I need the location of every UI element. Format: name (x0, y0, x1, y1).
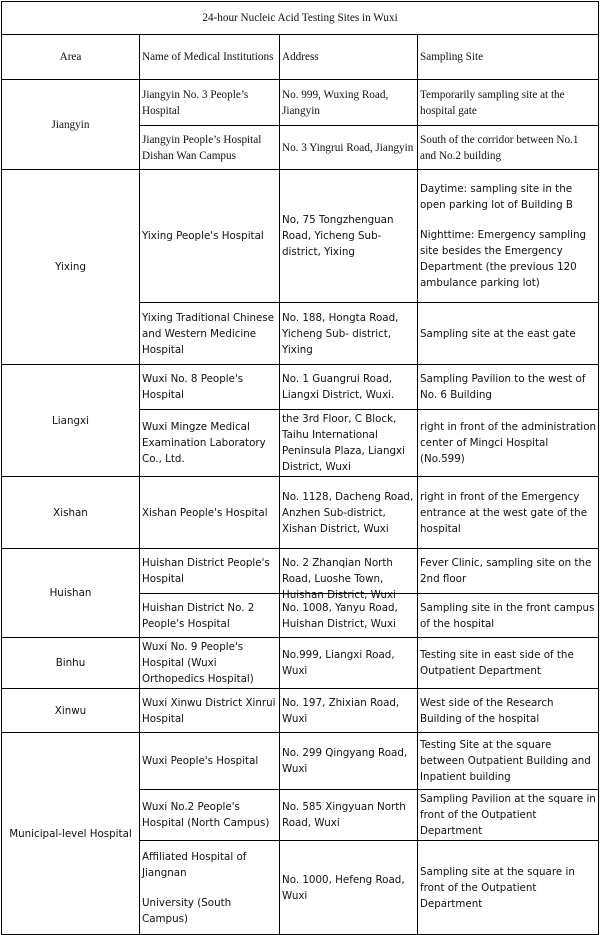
site-cell: Sampling Pavilion at the square in front of the Outpatient Department (418, 790, 599, 841)
address-cell: No. 188, Hongta Road, Yicheng Sub- district, Yixing (280, 303, 418, 365)
area-cell: Liangxi (2, 365, 140, 477)
institution-line-2: University (South Campus) (142, 896, 232, 925)
institution-cell: Wuxi No.2 People's Hospital (North Campus) (140, 790, 280, 841)
institution-cell: Huishan District People's Hospital (140, 549, 280, 594)
address-cell: No. 3 Yingrui Road, Jiangyin (280, 126, 418, 170)
address-cell: the 3rd Floor, C Block, Taihu International Peninsula Plaza, Liangxi District, Wuxi (280, 410, 418, 477)
testing-sites-table (1, 1, 599, 935)
table-row (2, 170, 599, 303)
institution-cell: Wuxi Xinwu District Xinrui Hospital (140, 689, 280, 733)
area-cell: Jiangyin (2, 80, 140, 170)
site-cell: Sampling site at the east gate (418, 303, 599, 365)
institution-cell: Jiangyin People’s Hospital Dishan Wan Campus (140, 126, 280, 170)
area-cell: Huishan (2, 549, 140, 638)
header-institution: Name of Medical Institutions (140, 35, 280, 80)
site-cell: Temporarily sampling site at the hospital gate (418, 80, 599, 126)
site-cell: Sampling site at the square in front of the Outpatient Department (418, 841, 599, 935)
header-row (2, 35, 599, 80)
table-row (2, 80, 599, 126)
address-cell: No. 585 Xingyuan North Road, Wuxi (280, 790, 418, 841)
table-row (2, 477, 599, 549)
address-cell: No. 197, Zhixian Road, Wuxi (280, 689, 418, 733)
address-cell: No, 75 Tongzhenguan Road, Yicheng Sub-district, Yixing (280, 170, 418, 303)
table-title: 24-hour Nucleic Acid Testing Sites in Wuxi (2, 2, 599, 35)
site-cell: Testing site in east side of the Outpatient Department (418, 638, 599, 689)
institution-cell (140, 841, 280, 935)
address-text: No. 2 Zhanqian North Road, Luoshe Town, Huishan District, Wuxi (282, 557, 396, 601)
table-row (2, 689, 599, 733)
address-cell (280, 549, 418, 601)
site-cell: Sampling site in the front campus of the hospital (418, 594, 599, 638)
area-cell: Xinwu (2, 689, 140, 733)
address-cell: No. 1128, Dacheng Road, Anzhen Sub-district, Xishan District, Wuxi (280, 477, 418, 549)
institution-cell: Yixing People's Hospital (140, 170, 280, 303)
institution-cell: Wuxi No. 8 People's Hospital (140, 365, 280, 410)
area-cell: Xishan (2, 477, 140, 549)
area-cell: Yixing (2, 170, 140, 365)
institution-cell: Wuxi People's Hospital (140, 733, 280, 790)
institution-cell: Yixing Traditional Chinese and Western Medicine Hospital (140, 303, 280, 365)
site-daytime: Daytime: sampling site in the open parking lot of Building B (420, 183, 573, 211)
header-address: Address (280, 35, 418, 80)
institution-cell: Huishan District No. 2 People's Hospital (140, 594, 280, 638)
site-cell: Testing Site at the square between Outpatient Building and Inpatient building (418, 733, 599, 790)
header-sampling-site: Sampling Site (418, 35, 599, 80)
site-cell: South of the corridor between No.1 and No.2 building (418, 126, 599, 170)
site-cell: right in front of the administration center of Mingci Hospital (No.599) (418, 410, 599, 477)
header-area: Area (2, 35, 140, 80)
site-cell (418, 170, 599, 303)
site-cell: right in front of the Emergency entrance at the west gate of the hospital (418, 477, 599, 549)
area-cell: Municipal-level Hospital (2, 733, 140, 935)
site-cell: Fever Clinic, sampling site on the 2nd floor (418, 549, 599, 594)
table-row (2, 733, 599, 790)
site-cell: Sampling Pavilion to the west of No. 6 Building (418, 365, 599, 410)
institution-line-1: Affiliated Hospital of Jiangnan (142, 850, 247, 879)
table-row (2, 365, 599, 410)
address-cell: No. 1000, Hefeng Road, Wuxi (280, 841, 418, 935)
address-cell: No. 299 Qingyang Road, Wuxi (280, 733, 418, 790)
address-cell: No. 999, Wuxing Road, Jiangyin (280, 80, 418, 126)
institution-cell: Wuxi Mingze Medical Examination Laboratory Co., Ltd. (140, 410, 280, 477)
table-row (2, 549, 599, 594)
title-row (2, 2, 599, 35)
area-cell: Binhu (2, 638, 140, 689)
site-nighttime: Nighttime: Emergency sampling site besides the Emergency Department (the previous 120 ambulance parking lot) (420, 229, 587, 289)
site-cell: West side of the Research Building of the hospital (418, 689, 599, 733)
institution-cell: Jiangyin No. 3 People’s Hospital (140, 80, 280, 126)
address-cell: No.999, Liangxi Road, Wuxi (280, 638, 418, 689)
address-cell: No. 1 Guangrui Road, Liangxi District, Wuxi. (280, 365, 418, 410)
address-cell: No. 1008, Yanyu Road, Huishan District, Wuxi (280, 594, 418, 638)
institution-cell: Wuxi No. 9 People's Hospital (Wuxi Orthopedics Hospital) (140, 638, 280, 689)
institution-cell: Xishan People's Hospital (140, 477, 280, 549)
table-row (2, 638, 599, 689)
